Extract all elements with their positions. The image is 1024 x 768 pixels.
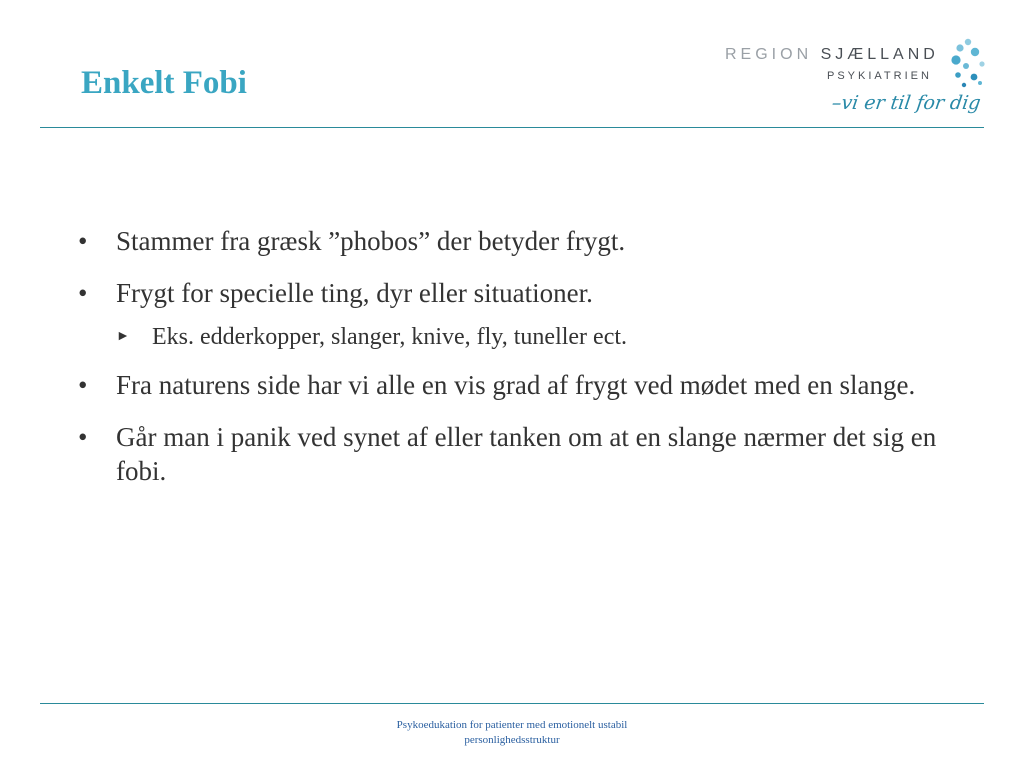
logo-psykiatrien: PSYKIATRIEN xyxy=(827,70,932,82)
bullet-list xyxy=(78,224,958,506)
bullet-item xyxy=(78,368,958,402)
bullet-marker: • xyxy=(78,370,88,400)
bullet-marker: • xyxy=(78,226,88,256)
footer-line-2: personlighedsstruktur xyxy=(464,734,560,746)
bullet-item xyxy=(78,276,958,310)
bullet-item xyxy=(78,420,958,488)
dots-logo-icon xyxy=(948,36,988,96)
logo-region-text xyxy=(725,46,939,64)
logo-tagline: –vi er til for dig xyxy=(830,92,983,114)
bullet-marker: • xyxy=(78,278,88,308)
header-divider xyxy=(40,127,984,128)
bullet-text: Frygt for specielle ting, dyr eller situationer. xyxy=(116,278,593,308)
bullet-item xyxy=(78,224,958,258)
sub-bullet-text: Eks. edderkopper, slanger, knive, fly, tuneller ect. xyxy=(152,324,628,350)
bullet-text: Går man i panik ved synet af eller tanken om at en slange nærmer det sig en fobi. xyxy=(116,422,937,486)
bullet-marker: • xyxy=(78,422,88,452)
footer-line-1: Psykoedukation for patienter med emotionelt ustabil xyxy=(396,719,628,731)
slide-footer xyxy=(300,718,724,748)
sub-bullet-marker: ► xyxy=(116,329,130,344)
footer-divider xyxy=(40,703,984,704)
slide-title: Enkelt Fobi xyxy=(81,65,247,101)
bullet-text: Stammer fra græsk ”phobos” der betyder frygt. xyxy=(116,226,626,256)
logo-region-dark: SJÆLLAND xyxy=(820,46,939,63)
bullet-text: Fra naturens side har vi alle en vis grad af frygt ved mødet med en slange. xyxy=(116,370,916,400)
region-sjaelland-logo xyxy=(720,36,990,128)
sub-bullet-item xyxy=(78,322,958,352)
logo-region-light: REGION xyxy=(725,46,813,63)
